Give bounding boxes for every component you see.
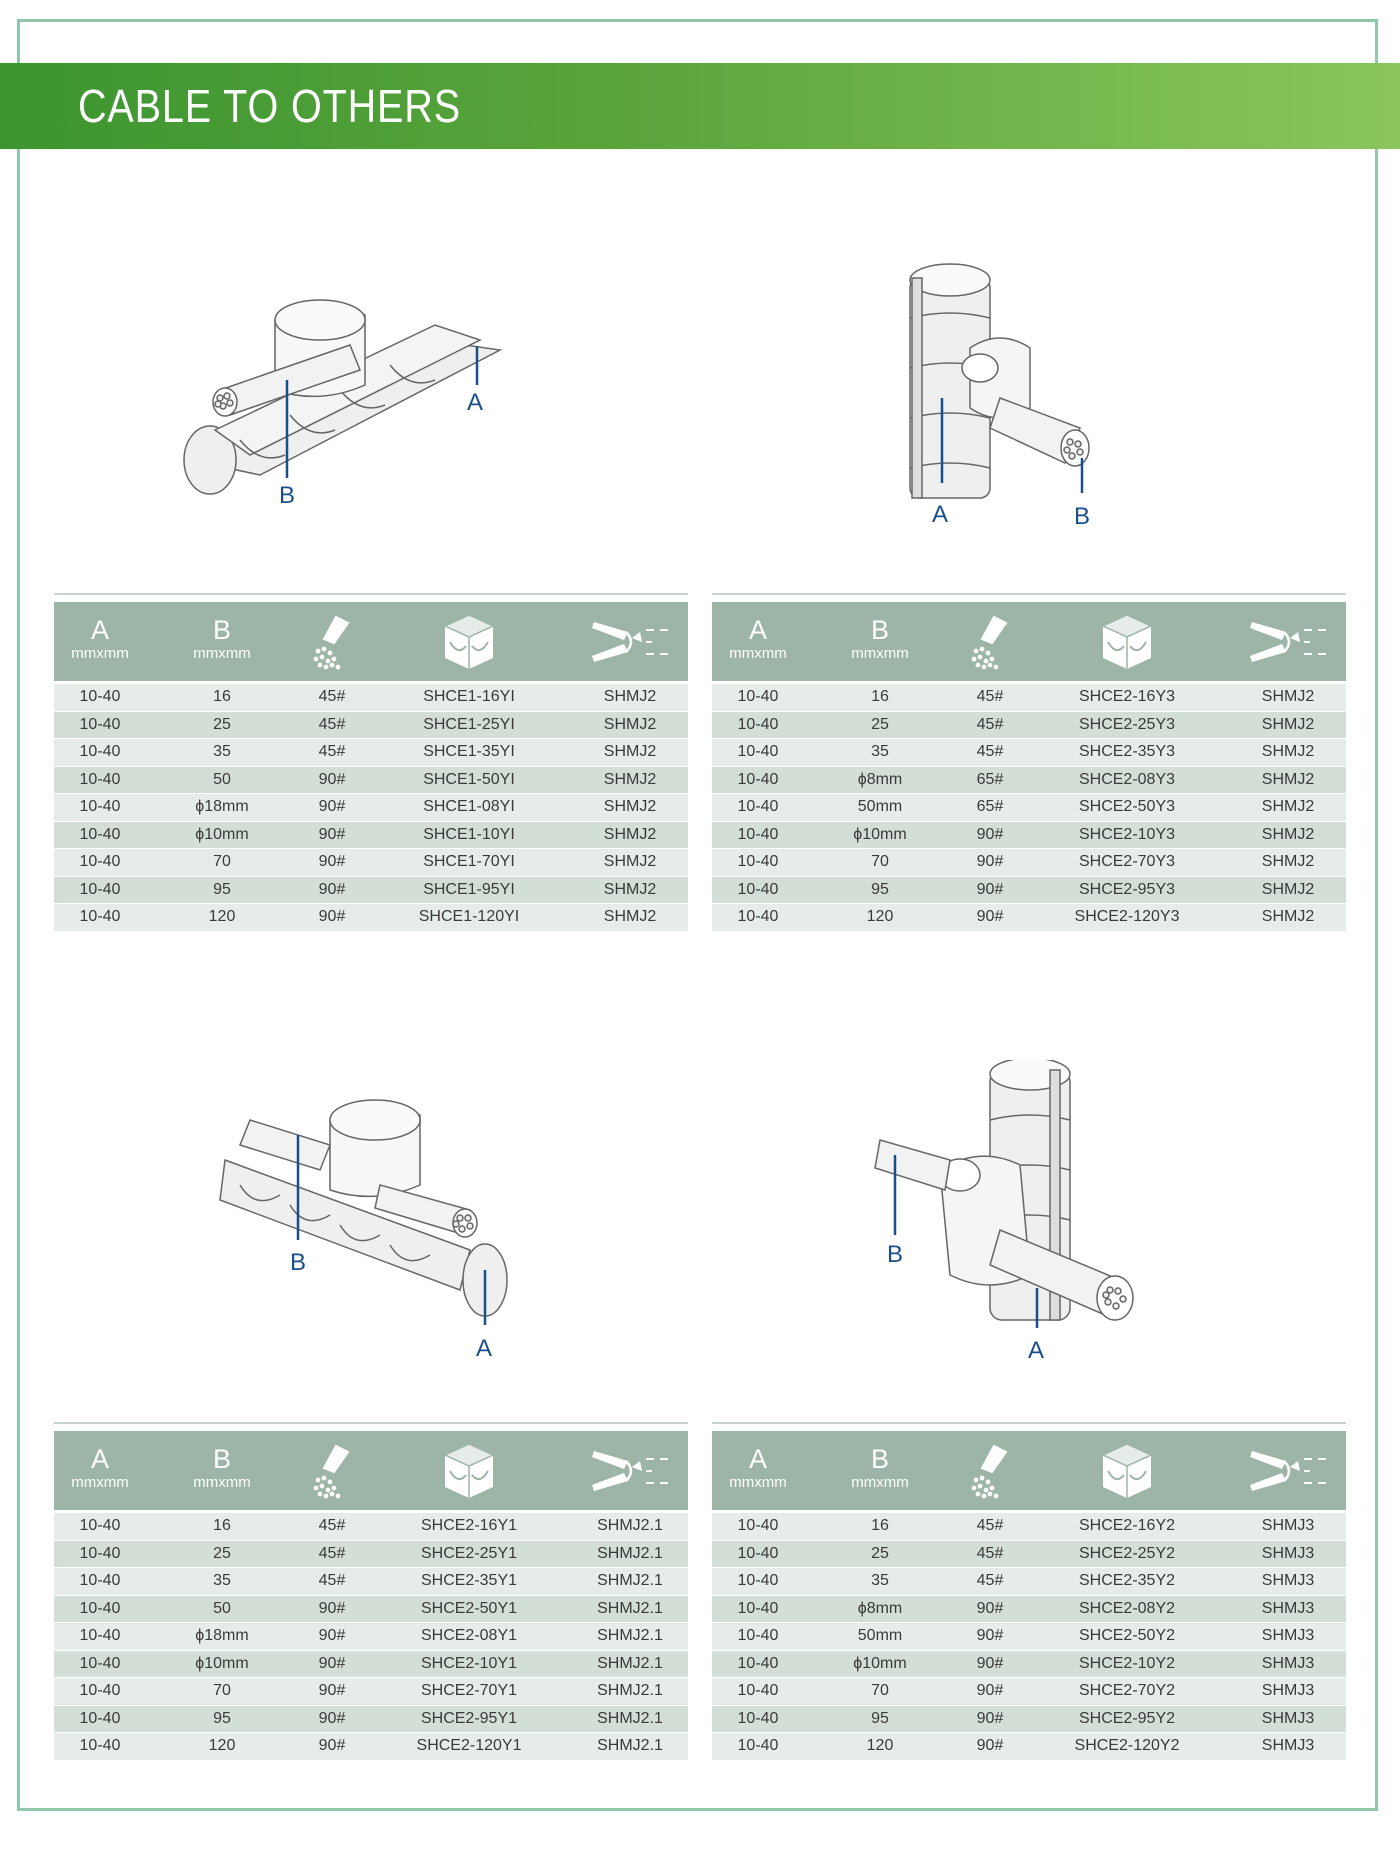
cell-crimp-tool: SHMJ3 <box>1230 1595 1346 1623</box>
table-row <box>54 1512 688 1541</box>
cell-grease: 90# <box>956 821 1024 849</box>
cell-b: 95 <box>146 876 298 904</box>
cell-a: 10-40 <box>712 711 804 739</box>
connector-box-icon <box>442 612 496 672</box>
table-top-rule <box>712 1422 1346 1424</box>
cell-crimp-tool: SHMJ2 <box>572 876 688 904</box>
wire-brush-grease-icon <box>968 613 1012 671</box>
spec-table <box>712 602 1346 932</box>
cell-crimp-tool: SHMJ2 <box>1230 876 1346 904</box>
table-row <box>712 1568 1346 1596</box>
header-crimp-tool <box>1230 1431 1346 1512</box>
table-row <box>54 739 688 767</box>
cell-grease: 90# <box>298 794 366 822</box>
table-row <box>712 739 1346 767</box>
cell-grease: 45# <box>298 739 366 767</box>
cell-b: 16 <box>804 1512 956 1541</box>
header-b <box>804 1431 956 1512</box>
cell-b: ϕ8mm <box>804 1595 956 1623</box>
label-b: B <box>887 1241 904 1268</box>
cell-b: ϕ18mm <box>146 794 298 822</box>
spec-table-top-left <box>54 593 688 932</box>
table-row <box>712 849 1346 877</box>
table-row <box>54 683 688 712</box>
cell-connector-model: SHCE2-16Y3 <box>1024 683 1230 712</box>
crimp-tool-icon <box>590 616 670 668</box>
cell-a: 10-40 <box>54 1705 146 1733</box>
connector-illustration-top-right <box>880 258 1140 538</box>
cell-a: 10-40 <box>54 1623 146 1651</box>
table-body <box>712 1512 1346 1761</box>
table-row <box>712 1595 1346 1623</box>
cell-crimp-tool: SHMJ3 <box>1230 1733 1346 1761</box>
cell-b: 25 <box>804 711 956 739</box>
cell-crimp-tool: SHMJ2.1 <box>572 1678 688 1706</box>
cell-connector-model: SHCE2-16Y2 <box>1024 1512 1230 1541</box>
cell-b: 35 <box>146 739 298 767</box>
cell-a: 10-40 <box>54 739 146 767</box>
cell-crimp-tool: SHMJ3 <box>1230 1650 1346 1678</box>
page-title: CABLE TO OTHERS <box>78 80 461 132</box>
label-a: A <box>1028 1337 1045 1364</box>
cell-grease: 90# <box>956 1733 1024 1761</box>
cell-crimp-tool: SHMJ2 <box>572 766 688 794</box>
cell-grease: 45# <box>956 739 1024 767</box>
cell-connector-model: SHCE2-25Y2 <box>1024 1540 1230 1568</box>
table-row <box>712 1650 1346 1678</box>
cell-grease: 45# <box>298 1540 366 1568</box>
table-row <box>54 1650 688 1678</box>
header-b-label: B <box>212 1443 231 1474</box>
cell-a: 10-40 <box>712 1512 804 1541</box>
table-row <box>712 876 1346 904</box>
cell-connector-model: SHCE2-35Y2 <box>1024 1568 1230 1596</box>
cell-grease: 45# <box>956 683 1024 712</box>
cell-grease: 90# <box>298 849 366 877</box>
table-row <box>712 766 1346 794</box>
cell-connector-model: SHCE2-25Y3 <box>1024 711 1230 739</box>
cell-crimp-tool: SHMJ3 <box>1230 1540 1346 1568</box>
header-connector <box>366 1431 572 1512</box>
cell-connector-model: SHCE1-50YI <box>366 766 572 794</box>
wire-brush-grease-icon <box>310 1442 354 1500</box>
cell-crimp-tool: SHMJ2.1 <box>572 1568 688 1596</box>
cell-b: 25 <box>146 711 298 739</box>
cell-connector-model: SHCE2-120Y1 <box>366 1733 572 1761</box>
cell-connector-model: SHCE2-70Y3 <box>1024 849 1230 877</box>
cell-b: 35 <box>146 1568 298 1596</box>
header-crimp-tool <box>1230 602 1346 683</box>
cell-b: 95 <box>804 876 956 904</box>
table-row <box>712 1733 1346 1761</box>
cell-crimp-tool: SHMJ2.1 <box>572 1705 688 1733</box>
cell-grease: 45# <box>298 1512 366 1541</box>
table-top-rule <box>54 593 688 595</box>
table-row <box>54 1678 688 1706</box>
cell-connector-model: SHCE2-120Y2 <box>1024 1733 1230 1761</box>
connector-illustration-top-left <box>180 290 510 520</box>
table-row <box>712 794 1346 822</box>
spec-table <box>54 602 688 932</box>
cell-crimp-tool: SHMJ2 <box>1230 849 1346 877</box>
cell-a: 10-40 <box>712 683 804 712</box>
cell-b: ϕ10mm <box>804 1650 956 1678</box>
cell-a: 10-40 <box>712 1595 804 1623</box>
cell-grease: 90# <box>298 1623 366 1651</box>
cell-a: 10-40 <box>712 876 804 904</box>
cell-b: 70 <box>804 1678 956 1706</box>
cell-connector-model: SHCE2-08Y1 <box>366 1623 572 1651</box>
cell-b: 50mm <box>804 794 956 822</box>
table-body <box>54 683 688 932</box>
cell-grease: 90# <box>298 1733 366 1761</box>
cell-connector-model: SHCE2-50Y3 <box>1024 794 1230 822</box>
cell-grease: 90# <box>298 1595 366 1623</box>
cell-a: 10-40 <box>712 766 804 794</box>
cell-grease: 90# <box>298 1678 366 1706</box>
header-b <box>146 602 298 683</box>
header-a-unit: mmxmm <box>71 644 129 662</box>
label-a: A <box>467 389 484 416</box>
table-row <box>54 876 688 904</box>
table-row <box>54 1733 688 1761</box>
crimp-tool-icon <box>1248 616 1328 668</box>
cell-grease: 45# <box>956 1568 1024 1596</box>
cell-grease: 90# <box>298 1650 366 1678</box>
cell-grease: 90# <box>956 1623 1024 1651</box>
table-row <box>712 1678 1346 1706</box>
cell-b: 35 <box>804 1568 956 1596</box>
spec-table-bottom-right <box>712 1422 1346 1761</box>
cell-a: 10-40 <box>712 1540 804 1568</box>
header-b-unit: mmxmm <box>193 1473 251 1491</box>
cell-grease: 90# <box>298 766 366 794</box>
cell-b: ϕ18mm <box>146 1623 298 1651</box>
header-a-label: A <box>90 1443 109 1474</box>
cell-grease: 45# <box>956 711 1024 739</box>
title-banner <box>0 63 1400 149</box>
cell-connector-model: SHCE2-95Y3 <box>1024 876 1230 904</box>
cell-connector-model: SHCE2-35Y1 <box>366 1568 572 1596</box>
table-row <box>712 821 1346 849</box>
connector-box-icon <box>442 1441 496 1501</box>
cell-crimp-tool: SHMJ2 <box>1230 739 1346 767</box>
spec-table <box>712 1431 1346 1761</box>
cell-b: 95 <box>804 1705 956 1733</box>
table-row <box>712 1540 1346 1568</box>
cell-b: 95 <box>146 1705 298 1733</box>
header-grease <box>298 1431 366 1512</box>
header-a-unit: mmxmm <box>729 1473 787 1491</box>
cell-crimp-tool: SHMJ2.1 <box>572 1595 688 1623</box>
cell-grease: 65# <box>956 794 1024 822</box>
cell-crimp-tool: SHMJ2 <box>572 849 688 877</box>
label-b: B <box>1074 503 1091 530</box>
cell-crimp-tool: SHMJ3 <box>1230 1623 1346 1651</box>
cell-a: 10-40 <box>712 794 804 822</box>
cell-a: 10-40 <box>54 683 146 712</box>
cell-a: 10-40 <box>712 1705 804 1733</box>
cell-grease: 90# <box>956 1650 1024 1678</box>
cell-crimp-tool: SHMJ2 <box>1230 821 1346 849</box>
cell-connector-model: SHCE2-08Y3 <box>1024 766 1230 794</box>
cell-b: 70 <box>146 1678 298 1706</box>
cell-b: 16 <box>146 683 298 712</box>
connector-box-icon <box>1100 1441 1154 1501</box>
cell-connector-model: SHCE2-10Y1 <box>366 1650 572 1678</box>
header-a <box>712 602 804 683</box>
cell-connector-model: SHCE2-35Y3 <box>1024 739 1230 767</box>
cell-a: 10-40 <box>54 904 146 932</box>
cell-a: 10-40 <box>54 1733 146 1761</box>
cell-grease: 45# <box>956 1512 1024 1541</box>
cell-connector-model: SHCE2-95Y1 <box>366 1705 572 1733</box>
header-grease <box>956 602 1024 683</box>
cell-crimp-tool: SHMJ2 <box>572 739 688 767</box>
cell-connector-model: SHCE2-50Y1 <box>366 1595 572 1623</box>
wire-brush-grease-icon <box>310 613 354 671</box>
cell-a: 10-40 <box>54 849 146 877</box>
cell-connector-model: SHCE1-16YI <box>366 683 572 712</box>
cell-b: 25 <box>146 1540 298 1568</box>
cell-a: 10-40 <box>54 821 146 849</box>
cell-b: 16 <box>146 1512 298 1541</box>
label-a: A <box>476 1335 493 1362</box>
cell-a: 10-40 <box>54 794 146 822</box>
table-row <box>54 1595 688 1623</box>
table-row <box>54 711 688 739</box>
cell-a: 10-40 <box>712 1650 804 1678</box>
table-row <box>54 849 688 877</box>
cell-grease: 90# <box>956 1595 1024 1623</box>
cell-b: 16 <box>804 683 956 712</box>
table-header-row <box>54 602 688 683</box>
cell-a: 10-40 <box>54 766 146 794</box>
cell-crimp-tool: SHMJ2.1 <box>572 1512 688 1541</box>
cell-crimp-tool: SHMJ2 <box>1230 904 1346 932</box>
cell-a: 10-40 <box>54 1650 146 1678</box>
header-a <box>54 602 146 683</box>
cell-a: 10-40 <box>712 1678 804 1706</box>
cell-a: 10-40 <box>712 849 804 877</box>
cell-connector-model: SHCE2-08Y2 <box>1024 1595 1230 1623</box>
connector-illustration-bottom-left <box>210 1090 530 1365</box>
crimp-tool-icon <box>590 1445 670 1497</box>
table-header-row <box>712 1431 1346 1512</box>
spec-table-bottom-left <box>54 1422 688 1761</box>
cell-a: 10-40 <box>54 1568 146 1596</box>
header-a <box>712 1431 804 1512</box>
cell-grease: 90# <box>956 1705 1024 1733</box>
header-a <box>54 1431 146 1512</box>
spec-table-top-right <box>712 593 1346 932</box>
cell-grease: 90# <box>298 904 366 932</box>
cell-connector-model: SHCE2-120Y3 <box>1024 904 1230 932</box>
cell-connector-model: SHCE1-10YI <box>366 821 572 849</box>
cell-grease: 90# <box>298 1705 366 1733</box>
table-row <box>712 1512 1346 1541</box>
cell-crimp-tool: SHMJ3 <box>1230 1705 1346 1733</box>
header-crimp-tool <box>572 1431 688 1512</box>
crimp-tool-icon <box>1248 1445 1328 1497</box>
cell-crimp-tool: SHMJ2 <box>572 821 688 849</box>
header-connector <box>1024 1431 1230 1512</box>
header-a-label: A <box>748 1443 767 1474</box>
cell-a: 10-40 <box>712 821 804 849</box>
cell-a: 10-40 <box>712 1623 804 1651</box>
table-top-rule <box>712 593 1346 595</box>
cell-grease: 45# <box>298 1568 366 1596</box>
cell-connector-model: SHCE2-50Y2 <box>1024 1623 1230 1651</box>
cell-crimp-tool: SHMJ2.1 <box>572 1650 688 1678</box>
cell-connector-model: SHCE2-25Y1 <box>366 1540 572 1568</box>
cell-connector-model: SHCE2-10Y2 <box>1024 1650 1230 1678</box>
cell-connector-model: SHCE1-95YI <box>366 876 572 904</box>
cell-crimp-tool: SHMJ2.1 <box>572 1540 688 1568</box>
header-b-unit: mmxmm <box>851 1473 909 1491</box>
cell-grease: 90# <box>956 849 1024 877</box>
header-connector <box>1024 602 1230 683</box>
cell-b: 120 <box>804 904 956 932</box>
cell-connector-model: SHCE2-70Y2 <box>1024 1678 1230 1706</box>
cell-b: 120 <box>146 1733 298 1761</box>
label-a: A <box>932 501 949 528</box>
header-a-label: A <box>748 614 767 645</box>
cell-b: 50 <box>146 766 298 794</box>
cell-a: 10-40 <box>712 739 804 767</box>
cell-grease: 90# <box>956 1678 1024 1706</box>
table-row <box>54 1705 688 1733</box>
cell-connector-model: SHCE2-95Y2 <box>1024 1705 1230 1733</box>
table-top-rule <box>54 1422 688 1424</box>
table-header-row <box>54 1431 688 1512</box>
table-row <box>712 1705 1346 1733</box>
cell-crimp-tool: SHMJ2 <box>1230 794 1346 822</box>
table-row <box>54 766 688 794</box>
header-b-label: B <box>212 614 231 645</box>
cell-grease: 90# <box>298 876 366 904</box>
header-b-label: B <box>870 614 889 645</box>
table-row <box>712 683 1346 712</box>
cell-b: ϕ10mm <box>146 1650 298 1678</box>
cell-crimp-tool: SHMJ2 <box>572 904 688 932</box>
cell-b: 35 <box>804 739 956 767</box>
cell-b: 70 <box>804 849 956 877</box>
cell-connector-model: SHCE1-25YI <box>366 711 572 739</box>
cell-grease: 90# <box>298 821 366 849</box>
table-header-row <box>712 602 1346 683</box>
cell-b: ϕ10mm <box>146 821 298 849</box>
table-row <box>54 821 688 849</box>
cell-grease: 45# <box>956 1540 1024 1568</box>
header-b-unit: mmxmm <box>193 644 251 662</box>
cell-connector-model: SHCE1-70YI <box>366 849 572 877</box>
header-grease <box>298 602 366 683</box>
cell-connector-model: SHCE2-16Y1 <box>366 1512 572 1541</box>
cell-a: 10-40 <box>54 1540 146 1568</box>
cell-connector-model: SHCE2-70Y1 <box>366 1678 572 1706</box>
cell-crimp-tool: SHMJ3 <box>1230 1678 1346 1706</box>
cell-crimp-tool: SHMJ2 <box>572 683 688 712</box>
cell-b: ϕ8mm <box>804 766 956 794</box>
table-row <box>54 794 688 822</box>
cell-crimp-tool: SHMJ3 <box>1230 1568 1346 1596</box>
header-a-label: A <box>90 614 109 645</box>
table-row <box>712 904 1346 932</box>
connector-box-icon <box>1100 612 1154 672</box>
cell-connector-model: SHCE1-08YI <box>366 794 572 822</box>
cell-a: 10-40 <box>54 1595 146 1623</box>
header-b-unit: mmxmm <box>851 644 909 662</box>
wire-brush-grease-icon <box>968 1442 1012 1500</box>
cell-a: 10-40 <box>712 1568 804 1596</box>
cell-b: 25 <box>804 1540 956 1568</box>
table-body <box>712 683 1346 932</box>
header-b <box>804 602 956 683</box>
cell-grease: 90# <box>956 904 1024 932</box>
connector-illustration-bottom-right <box>860 1060 1160 1370</box>
cell-b: 70 <box>146 849 298 877</box>
cell-grease: 90# <box>956 876 1024 904</box>
table-row <box>54 1623 688 1651</box>
cell-a: 10-40 <box>712 904 804 932</box>
cell-crimp-tool: SHMJ2.1 <box>572 1623 688 1651</box>
header-b-label: B <box>870 1443 889 1474</box>
table-row <box>54 904 688 932</box>
cell-a: 10-40 <box>54 876 146 904</box>
cell-b: ϕ10mm <box>804 821 956 849</box>
cell-a: 10-40 <box>712 1733 804 1761</box>
cell-crimp-tool: SHMJ3 <box>1230 1512 1346 1541</box>
cell-b: 50 <box>146 1595 298 1623</box>
cell-b: 120 <box>804 1733 956 1761</box>
header-a-unit: mmxmm <box>71 1473 129 1491</box>
table-row <box>712 711 1346 739</box>
header-connector <box>366 602 572 683</box>
header-crimp-tool <box>572 602 688 683</box>
cell-crimp-tool: SHMJ2 <box>1230 766 1346 794</box>
cell-grease: 45# <box>298 711 366 739</box>
cell-connector-model: SHCE1-120YI <box>366 904 572 932</box>
cell-crimp-tool: SHMJ2.1 <box>572 1733 688 1761</box>
cell-connector-model: SHCE2-10Y3 <box>1024 821 1230 849</box>
cell-crimp-tool: SHMJ2 <box>572 711 688 739</box>
cell-crimp-tool: SHMJ2 <box>1230 711 1346 739</box>
label-b: B <box>279 482 296 509</box>
cell-b: 50mm <box>804 1623 956 1651</box>
cell-grease: 65# <box>956 766 1024 794</box>
cell-a: 10-40 <box>54 711 146 739</box>
table-row <box>712 1623 1346 1651</box>
label-b: B <box>290 1249 307 1276</box>
table-row <box>54 1568 688 1596</box>
cell-crimp-tool: SHMJ2 <box>1230 683 1346 712</box>
spec-table <box>54 1431 688 1761</box>
table-row <box>54 1540 688 1568</box>
cell-a: 10-40 <box>54 1512 146 1541</box>
cell-a: 10-40 <box>54 1678 146 1706</box>
header-b <box>146 1431 298 1512</box>
cell-crimp-tool: SHMJ2 <box>572 794 688 822</box>
cell-connector-model: SHCE1-35YI <box>366 739 572 767</box>
header-a-unit: mmxmm <box>729 644 787 662</box>
cell-b: 120 <box>146 904 298 932</box>
table-body <box>54 1512 688 1761</box>
cell-grease: 45# <box>298 683 366 712</box>
header-grease <box>956 1431 1024 1512</box>
